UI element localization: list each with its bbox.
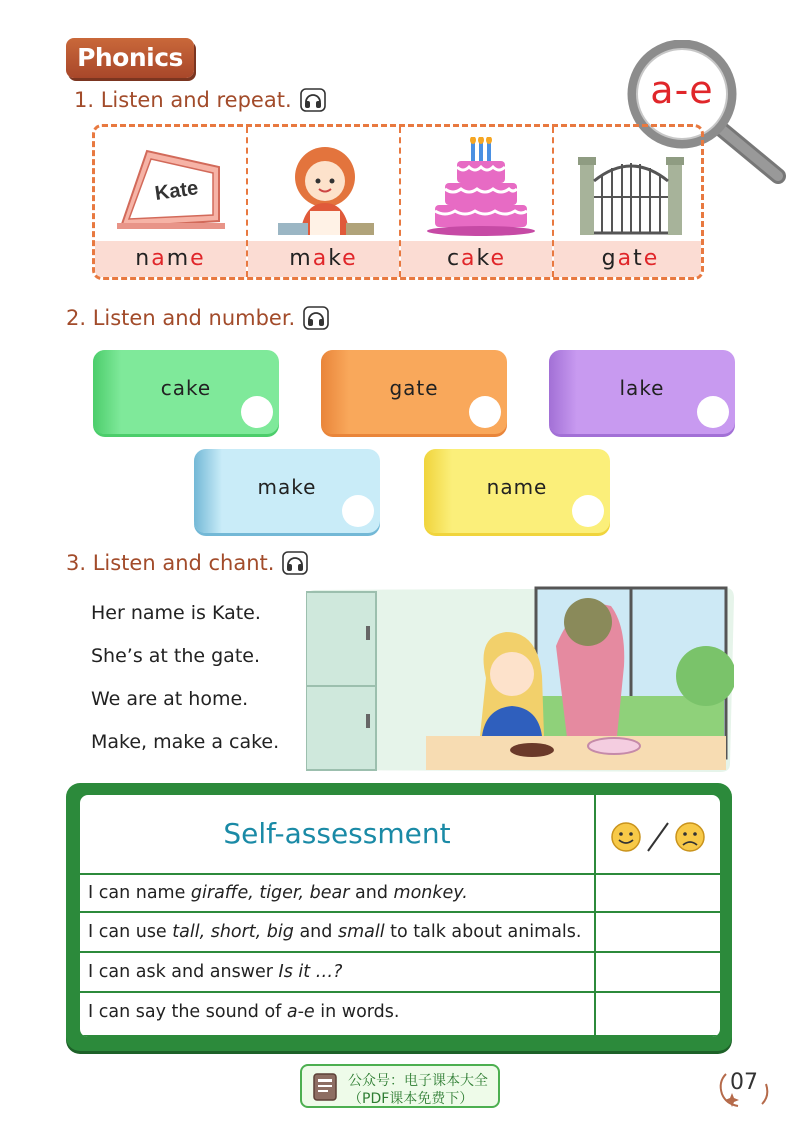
name-card-illustration <box>107 137 237 237</box>
chant-line-3: We are at home. <box>91 688 249 710</box>
sa-header-row <box>80 795 720 875</box>
word-name: name <box>95 241 246 277</box>
section-1-label: 1. Listen and repeat. <box>74 88 292 112</box>
gate-illustration <box>566 137 696 237</box>
smile-frown-icons <box>608 819 708 855</box>
book-icon <box>312 1072 340 1102</box>
number-card-gate[interactable] <box>321 350 507 434</box>
card-label: gate <box>389 376 439 400</box>
cake-illustration <box>413 137 543 237</box>
listen-repeat-box <box>92 124 704 280</box>
sa-row-2 <box>80 913 720 953</box>
number-blank[interactable] <box>342 495 374 527</box>
kate-label: Kate <box>153 177 200 205</box>
headphones-icon[interactable] <box>300 88 326 112</box>
word-make: make <box>248 241 399 277</box>
section-2-label: 2. Listen and number. <box>66 306 296 330</box>
sa-row-3 <box>80 953 720 993</box>
headphones-icon[interactable] <box>282 551 308 575</box>
girl-making-illustration <box>260 137 390 237</box>
footer-line-2: （PDF课本免费下） <box>348 1091 474 1107</box>
word-card-cake[interactable] <box>401 127 554 277</box>
word-cake: cake <box>401 241 552 277</box>
card-tab <box>424 449 452 533</box>
sa-column-divider <box>594 795 596 1037</box>
number-card-make[interactable] <box>194 449 380 533</box>
card-tab <box>93 350 121 434</box>
chant-line-2: She’s at the gate. <box>91 645 261 667</box>
number-card-cake[interactable] <box>93 350 279 434</box>
sa-title: Self-assessment <box>223 817 451 850</box>
sa-row-1-text: I can name giraffe, tiger, bear and monkey. <box>88 883 468 903</box>
sa-row-4 <box>80 993 720 1037</box>
word-gate: gate <box>554 241 704 277</box>
section-3-label: 3. Listen and chant. <box>66 551 275 575</box>
chant-line-1: Her name is Kate. <box>91 602 261 624</box>
kitchen-scene-illustration <box>306 586 734 772</box>
headphones-icon[interactable] <box>303 306 329 330</box>
card-label: make <box>257 475 317 499</box>
sa-row-1 <box>80 875 720 913</box>
word-card-gate[interactable] <box>554 127 704 277</box>
number-blank[interactable] <box>241 396 273 428</box>
footer-line-1: 公众号：电子课本大全 <box>348 1073 488 1089</box>
self-assessment-panel <box>66 783 732 1051</box>
self-assessment-table <box>80 795 720 1037</box>
chant-line-4: Make, make a cake. <box>91 731 280 753</box>
sa-row-2-text: I can use tall, short, big and small to talk about animals. <box>88 922 582 942</box>
number-blank[interactable] <box>572 495 604 527</box>
card-tab <box>549 350 577 434</box>
number-card-name[interactable] <box>424 449 610 533</box>
page-number: 07 <box>730 1070 758 1095</box>
card-tab <box>194 449 222 533</box>
number-card-lake[interactable] <box>549 350 735 434</box>
section-3-title <box>66 551 308 575</box>
target-sound: a-e <box>650 68 714 112</box>
sa-row-3-text: I can ask and answer Is it …? <box>88 962 343 982</box>
footer-badge <box>300 1064 500 1108</box>
word-card-make[interactable] <box>248 127 401 277</box>
phonics-badge: Phonics <box>66 38 194 78</box>
section-2-title <box>66 306 329 330</box>
number-blank[interactable] <box>697 396 729 428</box>
card-tab <box>321 350 349 434</box>
sa-row-4-text: I can say the sound of a-e in words. <box>88 1002 400 1022</box>
section-1-title <box>74 88 326 112</box>
word-card-name[interactable] <box>95 127 248 277</box>
card-label: cake <box>160 376 212 400</box>
card-label: lake <box>619 376 665 400</box>
card-label: name <box>486 475 548 499</box>
number-blank[interactable] <box>469 396 501 428</box>
